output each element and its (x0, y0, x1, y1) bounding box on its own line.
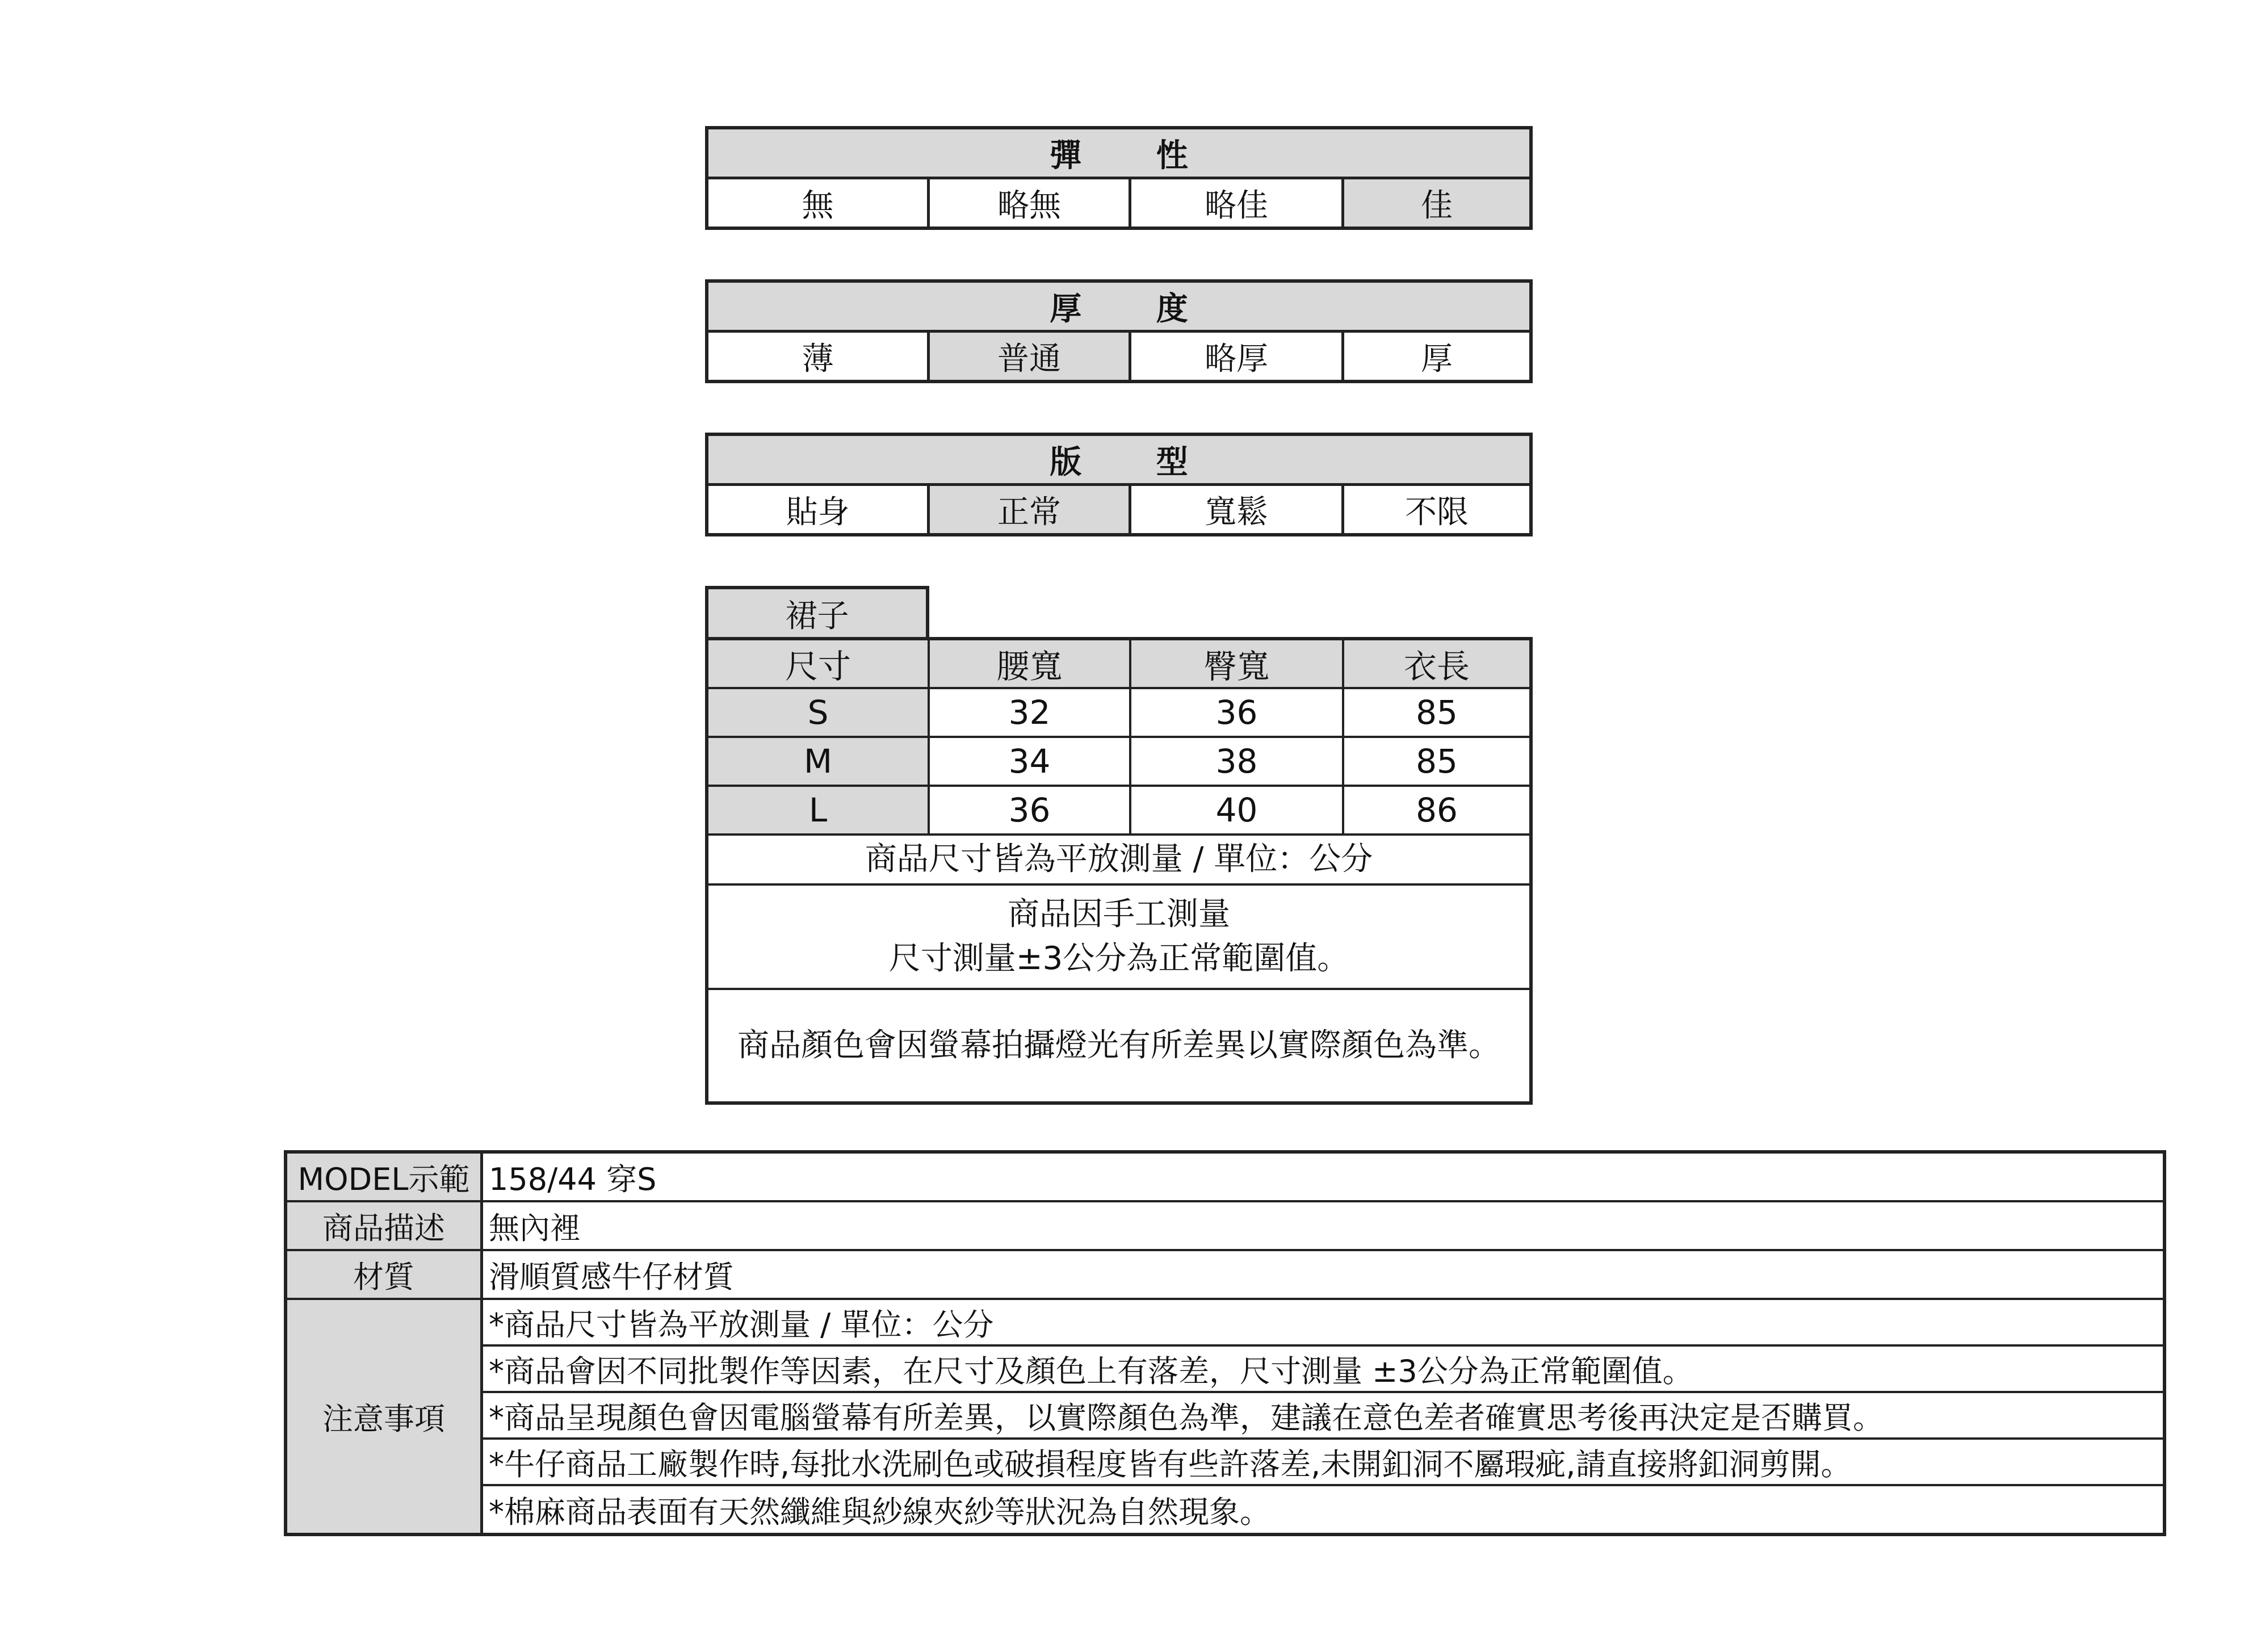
elasticity-title: 彈 性 (708, 129, 1529, 179)
size-cell: S (708, 689, 930, 736)
elasticity-option-slightly-none: 略無 (930, 179, 1131, 227)
tolerance-note-line1: 商品因手工測量 (1008, 896, 1230, 933)
measurement-note: 商品尺寸皆為平放測量 / 單位：公分 (708, 836, 1529, 886)
fit-option-regular: 正常 (930, 486, 1131, 533)
elasticity-option-slightly-good: 略佳 (1131, 179, 1344, 227)
fit-option-unlimited: 不限 (1405, 493, 1469, 531)
hip-cell: 38 (1131, 738, 1344, 785)
material-value: 滑順質感牛仔材質 (483, 1251, 2163, 1300)
waist-cell: 36 (930, 787, 1131, 833)
thickness-option-thick: 厚 (1421, 340, 1453, 378)
size-cell: L (708, 787, 930, 833)
length-cell: 85 (1416, 742, 1458, 781)
elasticity-table (705, 126, 1533, 230)
fit-option-loose: 寬鬆 (1131, 486, 1344, 533)
length-cell: 86 (1416, 791, 1458, 829)
hip-cell: 36 (1131, 689, 1344, 736)
color-note: 商品顏色會因螢幕拍攝燈光有所差異以實際顏色為準。 (737, 1027, 1500, 1064)
product-info-table (284, 1150, 2166, 1536)
thickness-title: 厚 度 (708, 283, 1529, 333)
elasticity-option-good: 佳 (1344, 179, 1529, 227)
header-waist: 腰寬 (930, 640, 1131, 687)
note-item: *棉麻商品表面有天然纖維與紗線夾紗等狀況為自然現象。 (489, 1494, 1270, 1530)
category-label: 裙子 (705, 586, 929, 638)
waist-cell: 32 (930, 689, 1131, 736)
fit-table (705, 433, 1533, 536)
table-row (708, 787, 1529, 836)
header-hip: 臀寬 (1131, 640, 1344, 687)
length-cell: 85 (1416, 693, 1458, 732)
header-size: 尺寸 (708, 640, 930, 687)
note-item: *商品尺寸皆為平放測量 / 單位：公分 (483, 1300, 2163, 1347)
size-table (705, 637, 1533, 1105)
thickness-table (705, 279, 1533, 383)
model-value: 158/44 穿S (483, 1154, 2163, 1202)
tolerance-note-line2: 尺寸測量±3公分為正常範圍值。 (888, 940, 1349, 977)
fit-title: 版 型 (708, 436, 1529, 486)
thickness-option-normal: 普通 (930, 333, 1131, 380)
model-label: MODEL示範 (287, 1154, 480, 1202)
header-length: 衣長 (1344, 640, 1529, 687)
elasticity-option-none: 無 (708, 179, 930, 227)
hip-cell: 40 (1131, 787, 1344, 833)
size-cell: M (708, 738, 930, 785)
thickness-option-slightly-thick: 略厚 (1131, 333, 1344, 380)
note-item: *商品呈現顏色會因電腦螢幕有所差異，以實際顏色為準，建議在意色差者確實思考後再決定是否購買。 (483, 1393, 2163, 1440)
note-item: *商品會因不同批製作等因素，在尺寸及顏色上有落差，尺寸測量 ±3公分為正常範圍值。 (483, 1347, 2163, 1393)
note-item: *牛仔商品工廠製作時,每批水洗刷色或破損程度皆有些許落差,未開釦洞不屬瑕疵,請直接將釦洞剪開。 (483, 1440, 2163, 1486)
notes-label: 注意事項 (287, 1300, 480, 1533)
table-row (708, 689, 1529, 738)
description-value: 無內裡 (483, 1202, 2163, 1251)
thickness-option-thin: 薄 (708, 333, 930, 380)
fit-option-fitted: 貼身 (708, 486, 930, 533)
description-label: 商品描述 (287, 1202, 480, 1251)
material-label: 材質 (287, 1251, 480, 1300)
table-row (708, 738, 1529, 787)
waist-cell: 34 (930, 738, 1131, 785)
size-table-header (708, 640, 1529, 689)
tolerance-note (708, 886, 1529, 990)
